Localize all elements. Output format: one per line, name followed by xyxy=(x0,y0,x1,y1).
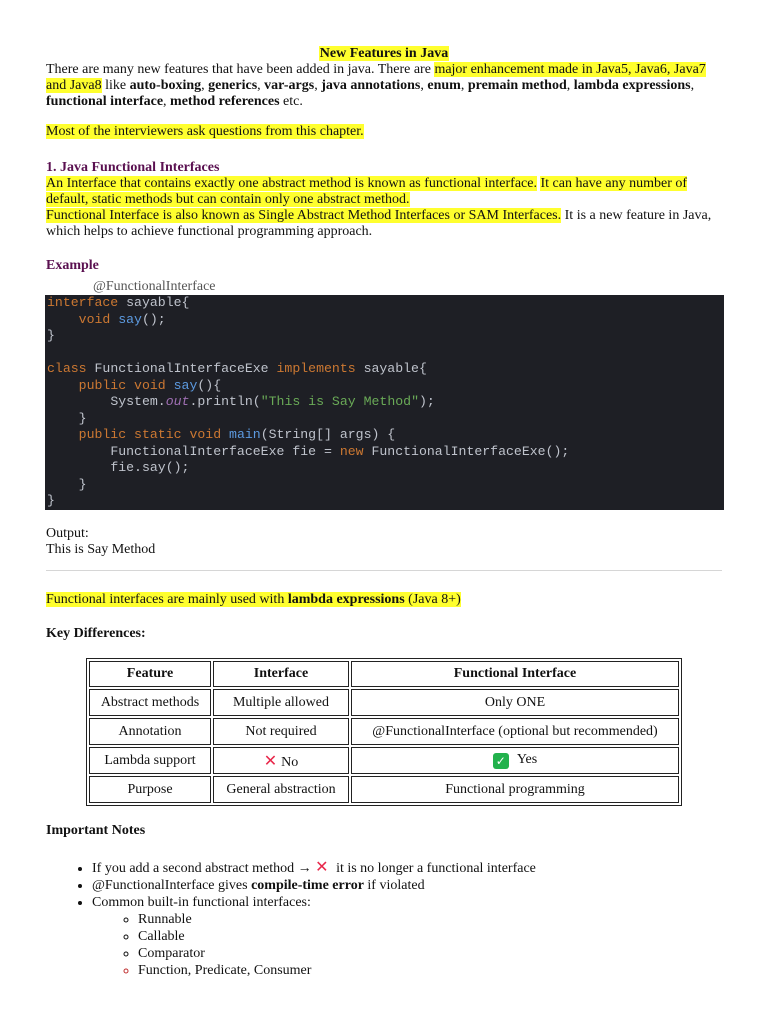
code-line: public static void main(String[] args) { xyxy=(78,427,396,442)
table-header-row xyxy=(89,661,679,687)
table-cell: General abstraction xyxy=(213,776,349,803)
table-cell: Purpose xyxy=(89,776,211,803)
table-header-cell: Functional Interface xyxy=(351,661,679,687)
notes-list xyxy=(46,858,732,979)
table-cell: Annotation xyxy=(89,718,211,745)
table-header-cell: Interface xyxy=(213,661,349,687)
table-row xyxy=(89,718,679,745)
table-cell: @FunctionalInterface (optional but recommended) xyxy=(351,718,679,745)
example-heading: Example xyxy=(46,258,99,273)
builtin-interfaces-list xyxy=(92,911,732,979)
functional-interface-definition: An Interface that contains exactly one abstract method is known as functional interface. It can have any number of default, static methods but can contain only one abstract method. Functional Interface is also known as Single Abstract Method Interfaces or SAM Interfaces. It is a new feature in Java, which helps to achieve functional programming approach. xyxy=(46,176,712,239)
code-line: } xyxy=(47,493,55,508)
divider xyxy=(46,570,722,571)
code-line: void say(); xyxy=(78,311,166,327)
red-x-icon: ✕ xyxy=(315,857,329,876)
lambda-note: Functional interfaces are mainly used with lambda expressions (Java 8+) xyxy=(46,592,461,607)
green-check-icon: ✓ xyxy=(493,753,509,769)
list-item: • Common built-in functional interfaces: ◦ Runnable ◦ Callable ◦ Comparator ◦ Function, Predicate, Consumer xyxy=(92,894,732,979)
table-cell: Multiple allowed xyxy=(213,689,349,716)
page-title: New Features in Java xyxy=(319,46,449,61)
key-differences-heading: Key Differences: xyxy=(46,626,146,641)
section-heading-functional-interfaces: 1. Java Functional Interfaces xyxy=(46,160,220,175)
table-row xyxy=(89,747,679,774)
red-x-icon: ✕ xyxy=(263,750,278,770)
table-cell: ✓ Yes xyxy=(351,747,679,774)
code-line: interface sayable{ xyxy=(47,295,190,310)
intro-paragraph: There are many new features that have been added in java. There are major enhancement made in Java5, Java6, Java7 and Java8 like auto-boxing, generics, var-args, java annotations, enum, premain method, lambda expressions, functional interface, method references etc. xyxy=(46,62,706,109)
code-line: FunctionalInterfaceExe fie = new FunctionalInterfaceExe(); xyxy=(110,443,570,459)
code-line: } xyxy=(78,476,87,492)
code-line: System.out.println("This is Say Method"); xyxy=(110,394,435,409)
table-header-cell: Feature xyxy=(89,661,211,687)
table-cell: Abstract methods xyxy=(89,689,211,716)
list-item: • @FunctionalInterface gives compile-time error if violated xyxy=(92,877,732,894)
code-line: class FunctionalInterfaceExe implements sayable{ xyxy=(47,361,427,376)
output-value: This is Say Method xyxy=(46,542,156,557)
table-row xyxy=(89,689,679,716)
code-line: fie.say(); xyxy=(110,460,190,475)
important-notes-heading: Important Notes xyxy=(46,823,146,838)
code-line: public void say(){ xyxy=(78,377,222,393)
table-cell: ✕ No xyxy=(213,747,349,774)
list-item: ◦ Runnable xyxy=(138,911,732,928)
list-item: ◦ Callable xyxy=(138,928,732,945)
output-label: Output: xyxy=(46,526,89,541)
list-item: • If you add a second abstract method → ✕ it is no longer a functional interface xyxy=(92,858,732,877)
table-cell: Lambda support xyxy=(89,747,211,774)
annotation-label: @FunctionalInterface xyxy=(93,279,216,294)
interview-note: Most of the interviewers ask questions from this chapter. xyxy=(46,124,364,139)
table-cell: Only ONE xyxy=(351,689,679,716)
code-block xyxy=(45,295,724,510)
code-line: } xyxy=(47,328,55,343)
list-item: ◦ Comparator xyxy=(138,945,732,962)
comparison-table xyxy=(86,658,682,806)
table-cell: Not required xyxy=(213,718,349,745)
table-row xyxy=(89,776,679,803)
list-item: ◦ Function, Predicate, Consumer xyxy=(138,962,732,979)
code-line: } xyxy=(78,410,87,426)
table-cell: Functional programming xyxy=(351,776,679,803)
